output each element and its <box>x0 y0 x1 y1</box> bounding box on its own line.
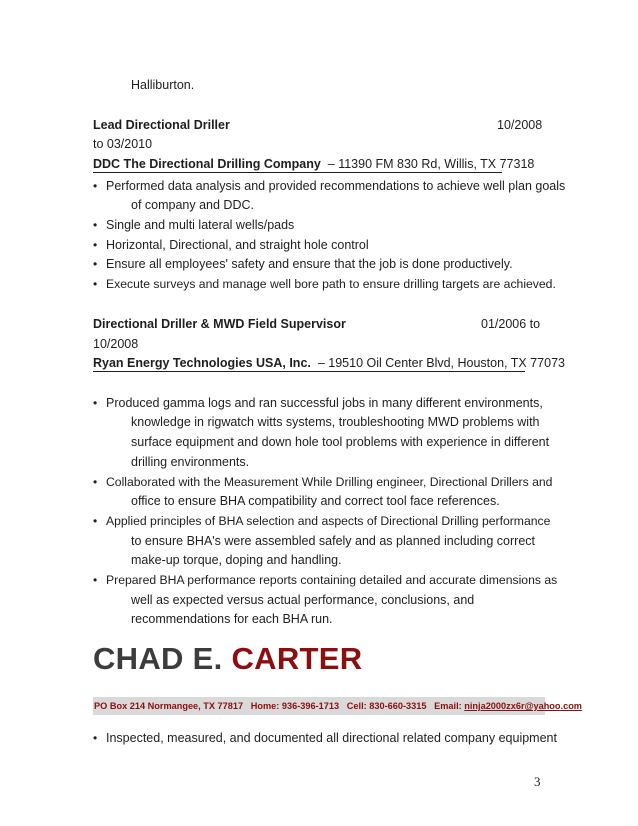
job2-dash: – <box>314 356 329 370</box>
job1-bullet-2: Single and multi lateral wells/pads <box>106 218 295 232</box>
contact-details: PO Box 214 Normangee, TX 77817 Home: 936-396-1713 Cell: 830-660-3315 Email: <box>94 701 465 711</box>
job1-address: 11390 FM 830 Rd, Willis, TX 77318 <box>338 157 535 171</box>
job1-dash: – <box>324 157 339 171</box>
job2-title: Directional Driller & MWD Field Supervisor <box>93 317 346 331</box>
job2-bullet-3-line-1: Applied principles of BHA selection and aspects of Directional Drilling performance <box>106 514 551 528</box>
job2-bullet-2-line-2: office to ensure BHA compatibility and correct tool face references. <box>131 494 500 508</box>
contact-line <box>94 698 582 714</box>
bullet-icon: • <box>93 573 98 587</box>
job2-bullet-1-line-2: knowledge in rigwatch witts systems, troubleshooting MWD problems with <box>131 415 540 429</box>
name-heading <box>93 640 362 678</box>
job2-bullet-1-line-3: surface equipment and down hole tool problems with experience in different <box>131 435 550 449</box>
job1-bullet-1-line-1: Performed data analysis and provided recommendations to achieve well plan goals <box>106 179 566 193</box>
page-number: 3 <box>534 774 541 789</box>
job2-bullet-1-line-1: Produced gamma logs and ran successful jobs in many different environments, <box>106 396 543 410</box>
job2-bullet-4-line-1: Prepared BHA performance reports containing detailed and accurate dimensions as <box>106 573 558 587</box>
job1-company: DDC The Directional Drilling Company <box>93 157 321 171</box>
bullet-icon: • <box>93 179 98 193</box>
job2-company: Ryan Energy Technologies USA, Inc. <box>93 356 311 370</box>
job1-title: Lead Directional Driller <box>93 118 230 132</box>
job2-bullet-3-line-3: make-up torque, doping and handling. <box>131 553 342 567</box>
bullet-icon: • <box>93 238 98 252</box>
bullet-icon: • <box>93 731 98 745</box>
job2-address: 19510 Oil Center Blvd, Houston, TX 77073 <box>328 356 565 370</box>
bullet-icon: • <box>93 514 98 528</box>
bullet-icon: • <box>93 257 98 271</box>
job2-date-end: 10/2008 <box>93 337 139 351</box>
email-link[interactable]: ninja2000zx6r@yahoo.com <box>464 701 582 711</box>
job2-bullet-1-line-4: drilling environments. <box>131 455 250 469</box>
job1-bullet-4: Ensure all employees' safety and ensure that the job is done productively. <box>106 257 513 271</box>
job3-bullet-1: Inspected, measured, and documented all directional related company equipment <box>106 731 557 745</box>
job1-date-end: to 03/2010 <box>93 137 153 151</box>
job1-company-line <box>93 156 534 173</box>
job2-date-start: 01/2006 to <box>481 317 541 331</box>
bullet-icon: • <box>93 475 98 489</box>
job2-bullet-2-line-1: Collaborated with the Measurement While Drilling engineer, Directional Drillers and <box>106 475 553 489</box>
job2-bullet-4-line-3: recommendations for each BHA run. <box>131 612 333 626</box>
job2-bullet-4-line-2: well as expected versus actual performance, conclusions, and <box>131 593 475 607</box>
job1-bullet-1-line-2: of company and DDC. <box>131 198 254 212</box>
continuation-text: Halliburton. <box>131 78 195 92</box>
job2-bullet-3-line-2: to ensure BHA's were assembled safely and as planned including correct <box>131 534 535 548</box>
job1-bullet-5: Execute surveys and manage well bore path to ensure drilling targets are achieved. <box>106 277 556 291</box>
bullet-icon: • <box>93 218 98 232</box>
job1-date-start: 10/2008 <box>497 118 543 132</box>
job1-company-underline <box>93 172 502 173</box>
bullet-icon: • <box>93 396 98 410</box>
last-name: CARTER <box>231 641 363 676</box>
bullet-icon: • <box>93 277 98 291</box>
first-name: CHAD E. <box>93 641 223 676</box>
job1-bullet-3: Horizontal, Directional, and straight hole control <box>106 238 369 252</box>
job2-company-line <box>93 355 565 372</box>
job2-company-underline <box>93 371 525 372</box>
